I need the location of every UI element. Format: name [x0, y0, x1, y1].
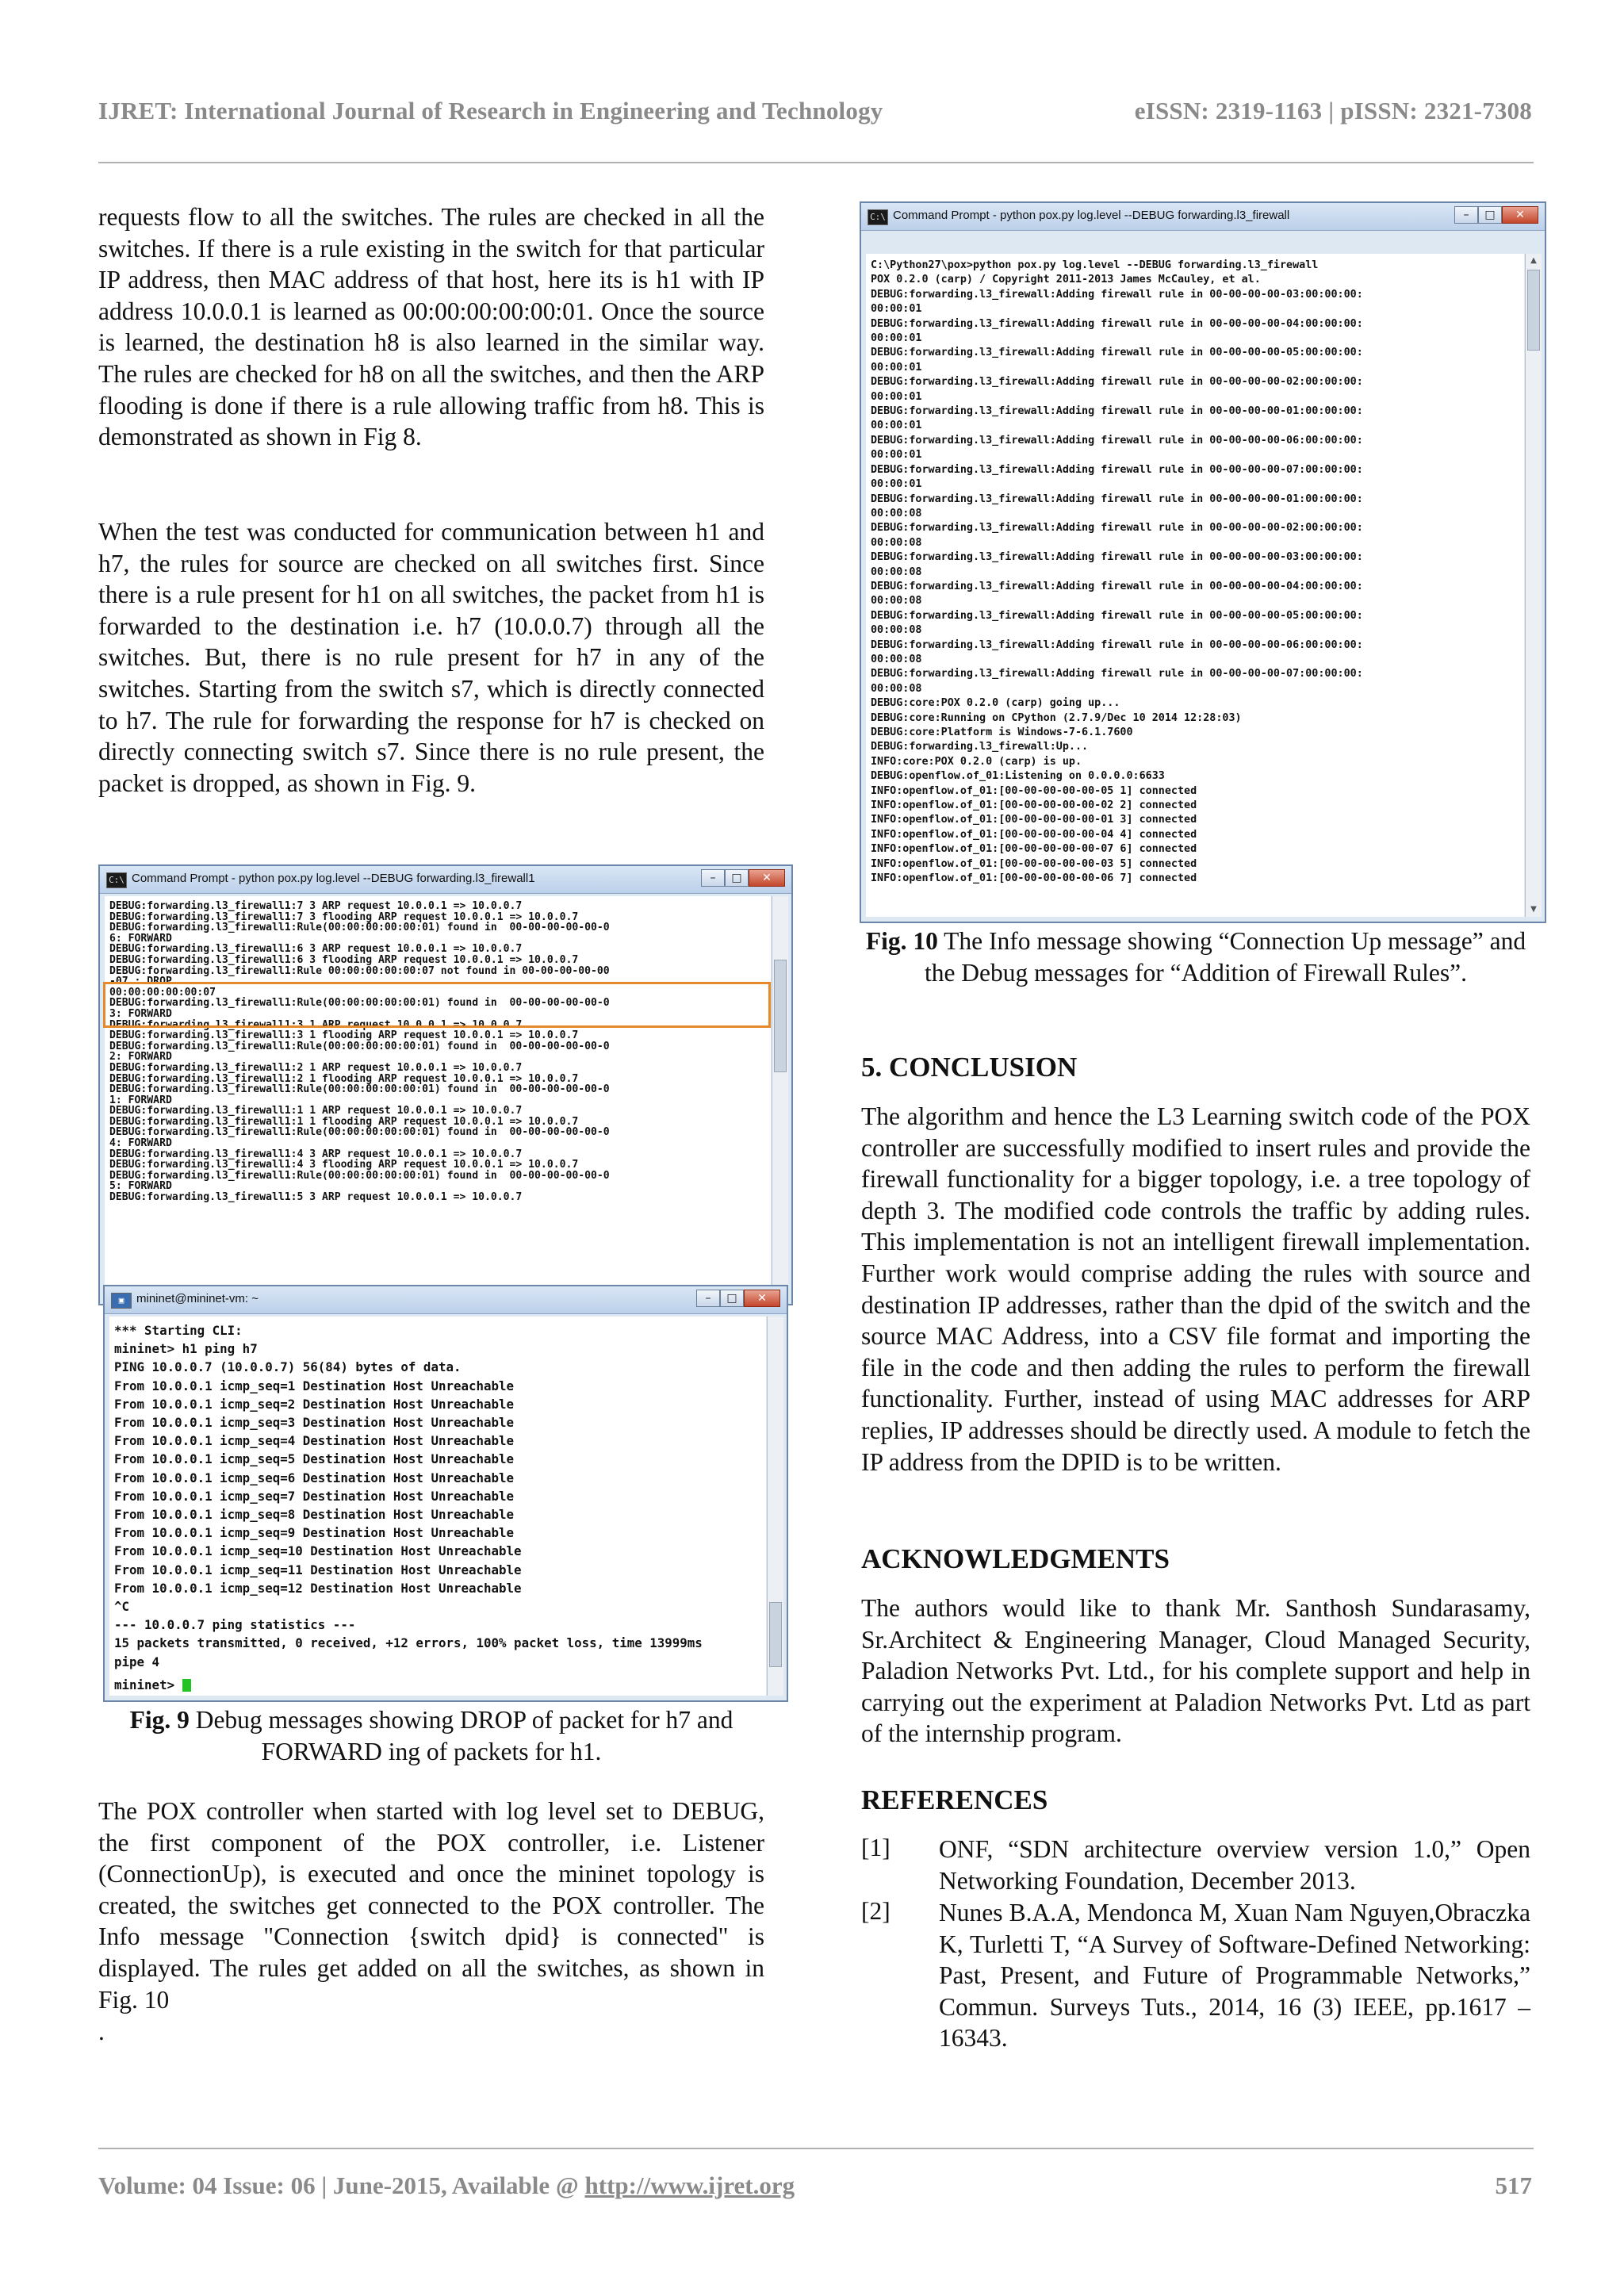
fig9-mininet-scrollbar[interactable]	[767, 1317, 783, 1696]
fig9-mininet-prompt-line	[109, 1676, 766, 1696]
cmd-icon: C:\	[106, 872, 127, 888]
fig9-label: Fig. 9	[129, 1706, 190, 1734]
fig10-caption	[861, 926, 1530, 988]
minimize-button[interactable]: –	[701, 869, 725, 887]
fig9-debug-window	[98, 864, 793, 1305]
paragraph-2: When the test was conducted for communication between h1 and h7, the rules for source are checked on all switches first. Since there is a rule present for h1 on all switches, the packet from h1 is forwarded to the destination i.e. h7 (10.0.0.7) through all the switches. But, there is no rule present for h7 in any of the switches. Starting from the switch s7, which is directly connected to h7. The rule for forwarding the response for h7 is checked on directly connecting switch s7. Since there is no rule present, the packet is dropped, as shown in Fig. 9.	[98, 518, 764, 797]
conclusion-heading: 5. CONCLUSION	[861, 1052, 1078, 1083]
journal-link[interactable]: http://www.ijret.org	[584, 2171, 795, 2199]
paragraph-1: requests flow to all the switches. The rules are checked in all the switches. If there is a rule existing in the switch for that particular IP address, then MAC address of that host, here its is h1 with IP address 10.0.0.1 is learned as 00:00:00:00:00:01. Once the source is learned, the destination h8 is also learned in the similar way. The rules are checked for h8 on all the switches, and then the ARP flooding is done if there is a rule allowing traffic from h8. This is demonstrated as shown in Fig 8.	[98, 203, 764, 451]
footer-info	[98, 2171, 795, 2200]
close-button[interactable]: ✕	[1502, 206, 1538, 224]
minimize-button[interactable]: –	[696, 1290, 720, 1307]
minimize-button[interactable]: –	[1454, 206, 1478, 224]
fig9-debug-titlebar	[100, 866, 791, 894]
scrollbar-thumb[interactable]	[1527, 270, 1540, 351]
fig10-console	[866, 254, 1524, 917]
scroll-down-icon[interactable]: ▼	[1530, 905, 1537, 914]
maximize-button[interactable]: □	[720, 1290, 744, 1307]
fig9-mininet-title: mininet@mininet-vm: ~	[136, 1292, 259, 1305]
paragraph-3: The POX controller when started with log level set to DEBUG, the first component of the POX controller, i.e. Listener (ConnectionUp), is executed and once the mininet topology is created, the switches get connected to the POX controller. The Info message "Connection {switch dpid} is connected" is displayed. The rules get added on all the switches, as shown in Fig. 10	[98, 1797, 764, 2014]
fig9-caption	[98, 1704, 764, 1767]
fig10-scrollbar[interactable]	[1525, 254, 1542, 917]
fig10-output: C:\Python27\pox>python pox.py log.level --DEBUG forwarding.l3_firewall POX 0.2.0 (carp) / Copyright 2011-2013 James McCauley, et al. DEBUG:forwarding.l3_firewall:Adding firewall rule in 00-00-00-00-03:00:00:00: 00:00:01 DEBUG:forwarding.l3_firewall:Adding firewall rule in 00-00-00-00-04:00:00:00: 00:00:01 DEBUG:forwarding.l3_firewall:Adding firewall rule in 00-00-00-00-05:00:00:00: 00:00:01 DEBUG:forwarding.l3_firewall:Adding firewall rule in 00-00-00-00-02:00:00:00: 00:00:01 DEBUG:forwarding.l3_firewall:Adding firewall rule in 00-00-00-00-01:00:00:00: 00:00:01 DEBUG:forwarding.l3_firewall:Adding firewall rule in 00-00-00-00-06:00:00:00: 00:00:01 DEBUG:forwarding.l3_firewall:Adding firewall rule in 00-00-00-00-07:00:00:00: 00:00:01 DEBUG:forwarding.l3_firewall:Adding firewall rule in 00-00-00-00-01:00:00:00: 00:00:08 DEBUG:forwarding.l3_firewall:Adding firewall rule in 00-00-00-00-02:00:00:00: 00:00:08 DEBUG:forwarding.l3_firewall:Adding firewall rule in 00-00-00-00-03:00:00:00: 00:00:08 DEBUG:forwarding.l3_firewall:Adding firewall rule in 00-00-00-00-04:00:00:00: 00:00:08 DEBUG:forwarding.l3_firewall:Adding firewall rule in 00-00-00-00-05:00:00:00: 00:00:08 DEBUG:forwarding.l3_firewall:Adding firewall rule in 00-00-00-00-06:00:00:00: 00:00:08 DEBUG:forwarding.l3_firewall:Adding firewall rule in 00-00-00-00-07:00:00:00: 00:00:08 DEBUG:core:POX 0.2.0 (carp) going up... DEBUG:core:Running on CPython (2.7.9/Dec 10 2014 12:28:03) DEBUG:core:Platform is Windows-7-6.1.7600 DEBUG:forwarding.l3_firewall:Up... INFO:core:POX 0.2.0 (carp) is up. DEBUG:openflow.of_01:Listening on 0.0.0.0:6633 INFO:openflow.of_01:[00-00-00-00-00-05 1] connected INFO:openflow.of_01:[00-00-00-00-00-02 2] connected INFO:openflow.of_01:[00-00-00-00-00-01 3] connected INFO:openflow.of_01:[00-00-00-00-00-04 4] connected INFO:openflow.of_01:[00-00-00-00-00-07 6] connected INFO:openflow.of_01:[00-00-00-00-00-03 5] connected INFO:openflow.of_01:[00-00-00-00-00-06 7] connected	[871, 259, 1363, 885]
fig9-debug-scrollbar[interactable]	[772, 896, 788, 1299]
conclusion-paragraph: The algorithm and hence the L3 Learning switch code of the POX controller are successfully modified to insert rules and provide the firewall functionality for a bigger topology, i.e. a tree topology of depth 3. The modified code controls the traffic by adding rules. This implementation is not an intelligent firewall implementation. Further work would comprise adding the rules with source and destination IP addresses, rather than the dpid of the switch and the source MAC Address, into a CSV file format and importing the file in the code and then adding the rules to perform the firewall functionality. Further, instead of using MAC addresses for ARP replies, IP addresses should be directly used. A module to fetch the IP address from the DPID is to be written.	[861, 1102, 1530, 1476]
fig9-mininet-titlebar	[105, 1286, 787, 1314]
fig10-titlebar	[861, 203, 1545, 231]
reference-2-number: [2]	[861, 1897, 891, 1925]
journal-title: IJRET: International Journal of Research in Engineering and Technology	[98, 97, 883, 125]
acknowledgments-heading: ACKNOWLEDGMENTS	[861, 1543, 1170, 1574]
page-number: 517	[1495, 2171, 1532, 2199]
cmd-icon: C:\	[868, 209, 888, 225]
terminal-cursor	[182, 1679, 191, 1692]
fig9-debug-output: DEBUG:forwarding.l3_firewall1:7 3 ARP request 10.0.0.1 => 10.0.0.7 DEBUG:forwarding.l3_firewall1:7 3 flooding ARP request 10.0.0.1 => 10.0.0.7 DEBUG:forwarding.l3_firewall1:Rule(00:00:00:00:00:01) found in 00-00-00-00-00-0 6: FORWARD DEBUG:forwarding.l3_firewall1:6 3 ARP request 10.0.0.1 => 10.0.0.7 DEBUG:forwarding.l3_firewall1:6 3 flooding ARP request 10.0.0.1 => 10.0.0.7 DEBUG:forwarding.l3_firewall1:Rule 00:00:00:00:00:07 not found in 00-00-00-00-00 -07 : DROP 00:00:00:00:00:07 DEBUG:forwarding.l3_firewall1:Rule(00:00:00:00:00:01) found in 00-00-00-00-00-0 3: FORWARD DEBUG:forwarding.l3_firewall1:3 1 ARP request 10.0.0.1 => 10.0.0.7 DEBUG:forwarding.l3_firewall1:3 1 flooding ARP request 10.0.0.1 => 10.0.0.7 DEBUG:forwarding.l3_firewall1:Rule(00:00:00:00:00:01) found in 00-00-00-00-00-0 2: FORWARD DEBUG:forwarding.l3_firewall1:2 1 ARP request 10.0.0.1 => 10.0.0.7 DEBUG:forwarding.l3_firewall1:2 1 flooding ARP request 10.0.0.1 => 10.0.0.7 DEBUG:forwarding.l3_firewall1:Rule(00:00:00:00:00:01) found in 00-00-00-00-00-0 1: FORWARD DEBUG:forwarding.l3_firewall1:1 1 ARP request 10.0.0.1 => 10.0.0.7 DEBUG:forwarding.l3_firewall1:1 1 flooding ARP request 10.0.0.1 => 10.0.0.7 DEBUG:forwarding.l3_firewall1:Rule(00:00:00:00:00:01) found in 00-00-00-00-00-0 4: FORWARD DEBUG:forwarding.l3_firewall1:4 3 ARP request 10.0.0.1 => 10.0.0.7 DEBUG:forwarding.l3_firewall1:4 3 flooding ARP request 10.0.0.1 => 10.0.0.7 DEBUG:forwarding.l3_firewall1:Rule(00:00:00:00:00:01) found in 00-00-00-00-00-0 5: FORWARD DEBUG:forwarding.l3_firewall1:5 3 ARP request 10.0.0.1 => 10.0.0.7	[109, 900, 610, 1204]
footer-rule	[98, 2148, 1534, 2149]
fig9-caption-text: Debug messages showing DROP of packet for h7 and FORWARD ing of packets for h1.	[189, 1706, 733, 1765]
header-rule	[98, 162, 1534, 163]
fig10-debug-window	[860, 201, 1546, 923]
close-button[interactable]: ✕	[744, 1290, 780, 1307]
fig9-debug-console	[105, 896, 771, 1299]
scroll-up-icon[interactable]: ▲	[1530, 256, 1537, 265]
fig9-mininet-output: *** Starting CLI: mininet> h1 ping h7 PING 10.0.0.7 (10.0.0.7) 56(84) bytes of data. From 10.0.0.1 icmp_seq=1 Destination Host Unreachable From 10.0.0.1 icmp_seq=2 Destination Host Unreachable From 10.0.0.1 icmp_seq=3 Destination Host Unreachable From 10.0.0.1 icmp_seq=4 Destination Host Unreachable From 10.0.0.1 icmp_seq=5 Destination Host Unreachable From 10.0.0.1 icmp_seq=6 Destination Host Unreachable From 10.0.0.1 icmp_seq=7 Destination Host Unreachable From 10.0.0.1 icmp_seq=8 Destination Host Unreachable From 10.0.0.1 icmp_seq=9 Destination Host Unreachable From 10.0.0.1 icmp_seq=10 Destination Host Unreachable From 10.0.0.1 icmp_seq=11 Destination Host Unreachable From 10.0.0.1 icmp_seq=12 Destination Host Unreachable ^C --- 10.0.0.7 ping statistics --- 15 packets transmitted, 0 received, +12 errors, 100% packet loss, time 13999ms pipe 4	[114, 1323, 703, 1669]
terminal-icon: ▣	[111, 1293, 132, 1309]
reference-1-number: [1]	[861, 1834, 891, 1861]
paragraph-3-trailing-dot: .	[98, 2018, 105, 2045]
footer-volume: Volume: 04 Issue: 06 | June-2015, Available @	[98, 2171, 579, 2199]
acknowledgments-paragraph: The authors would like to thank Mr. Santhosh Sundarasamy, Sr.Architect & Engineering Manager, Cloud Managed Security, Paladion Networks Pvt. Ltd., for his complete support and help in carrying out the experiment at Paladion Networks Pvt. Ltd as part of the internship program.	[861, 1594, 1530, 1748]
issn: eISSN: 2319-1163 | pISSN: 2321-7308	[1134, 97, 1532, 125]
drop-highlight-box	[103, 982, 771, 1028]
scrollbar-thumb[interactable]	[769, 1602, 782, 1667]
reference-1-text: ONF, “SDN architecture overview version 1.0,” Open Networking Foundation, December 2013.	[939, 1835, 1530, 1895]
reference-2-text: Nunes B.A.A, Mendonca M, Xuan Nam Nguyen,Obraczka K, Turletti T, “A Survey of Software-Defined Networking: Past, Present, and Future of Programmable Networks,” Commun. Surveys Tuts., 2014, 16 (3) IEEE, pp.1617 – 16343.	[939, 1899, 1530, 2053]
maximize-button[interactable]: □	[725, 869, 749, 887]
maximize-button[interactable]: □	[1478, 206, 1502, 224]
fig10-label: Fig. 10	[865, 927, 938, 955]
fig9-mininet-console	[109, 1317, 766, 1696]
mininet-prompt: mininet>	[114, 1677, 182, 1692]
close-button[interactable]: ✕	[749, 869, 785, 887]
references-heading: REFERENCES	[861, 1784, 1048, 1815]
scrollbar-thumb[interactable]	[774, 960, 787, 1072]
fig9-debug-title: Command Prompt - python pox.py log.level --DEBUG forwarding.l3_firewall1	[132, 872, 535, 885]
fig10-title: Command Prompt - python pox.py log.level --DEBUG forwarding.l3_firewall	[893, 209, 1290, 222]
fig10-caption-text: The Info message showing “Connection Up message” and the Debug messages for “Addition of Firewall Rules”.	[924, 927, 1526, 987]
fig9-mininet-window	[103, 1285, 788, 1702]
